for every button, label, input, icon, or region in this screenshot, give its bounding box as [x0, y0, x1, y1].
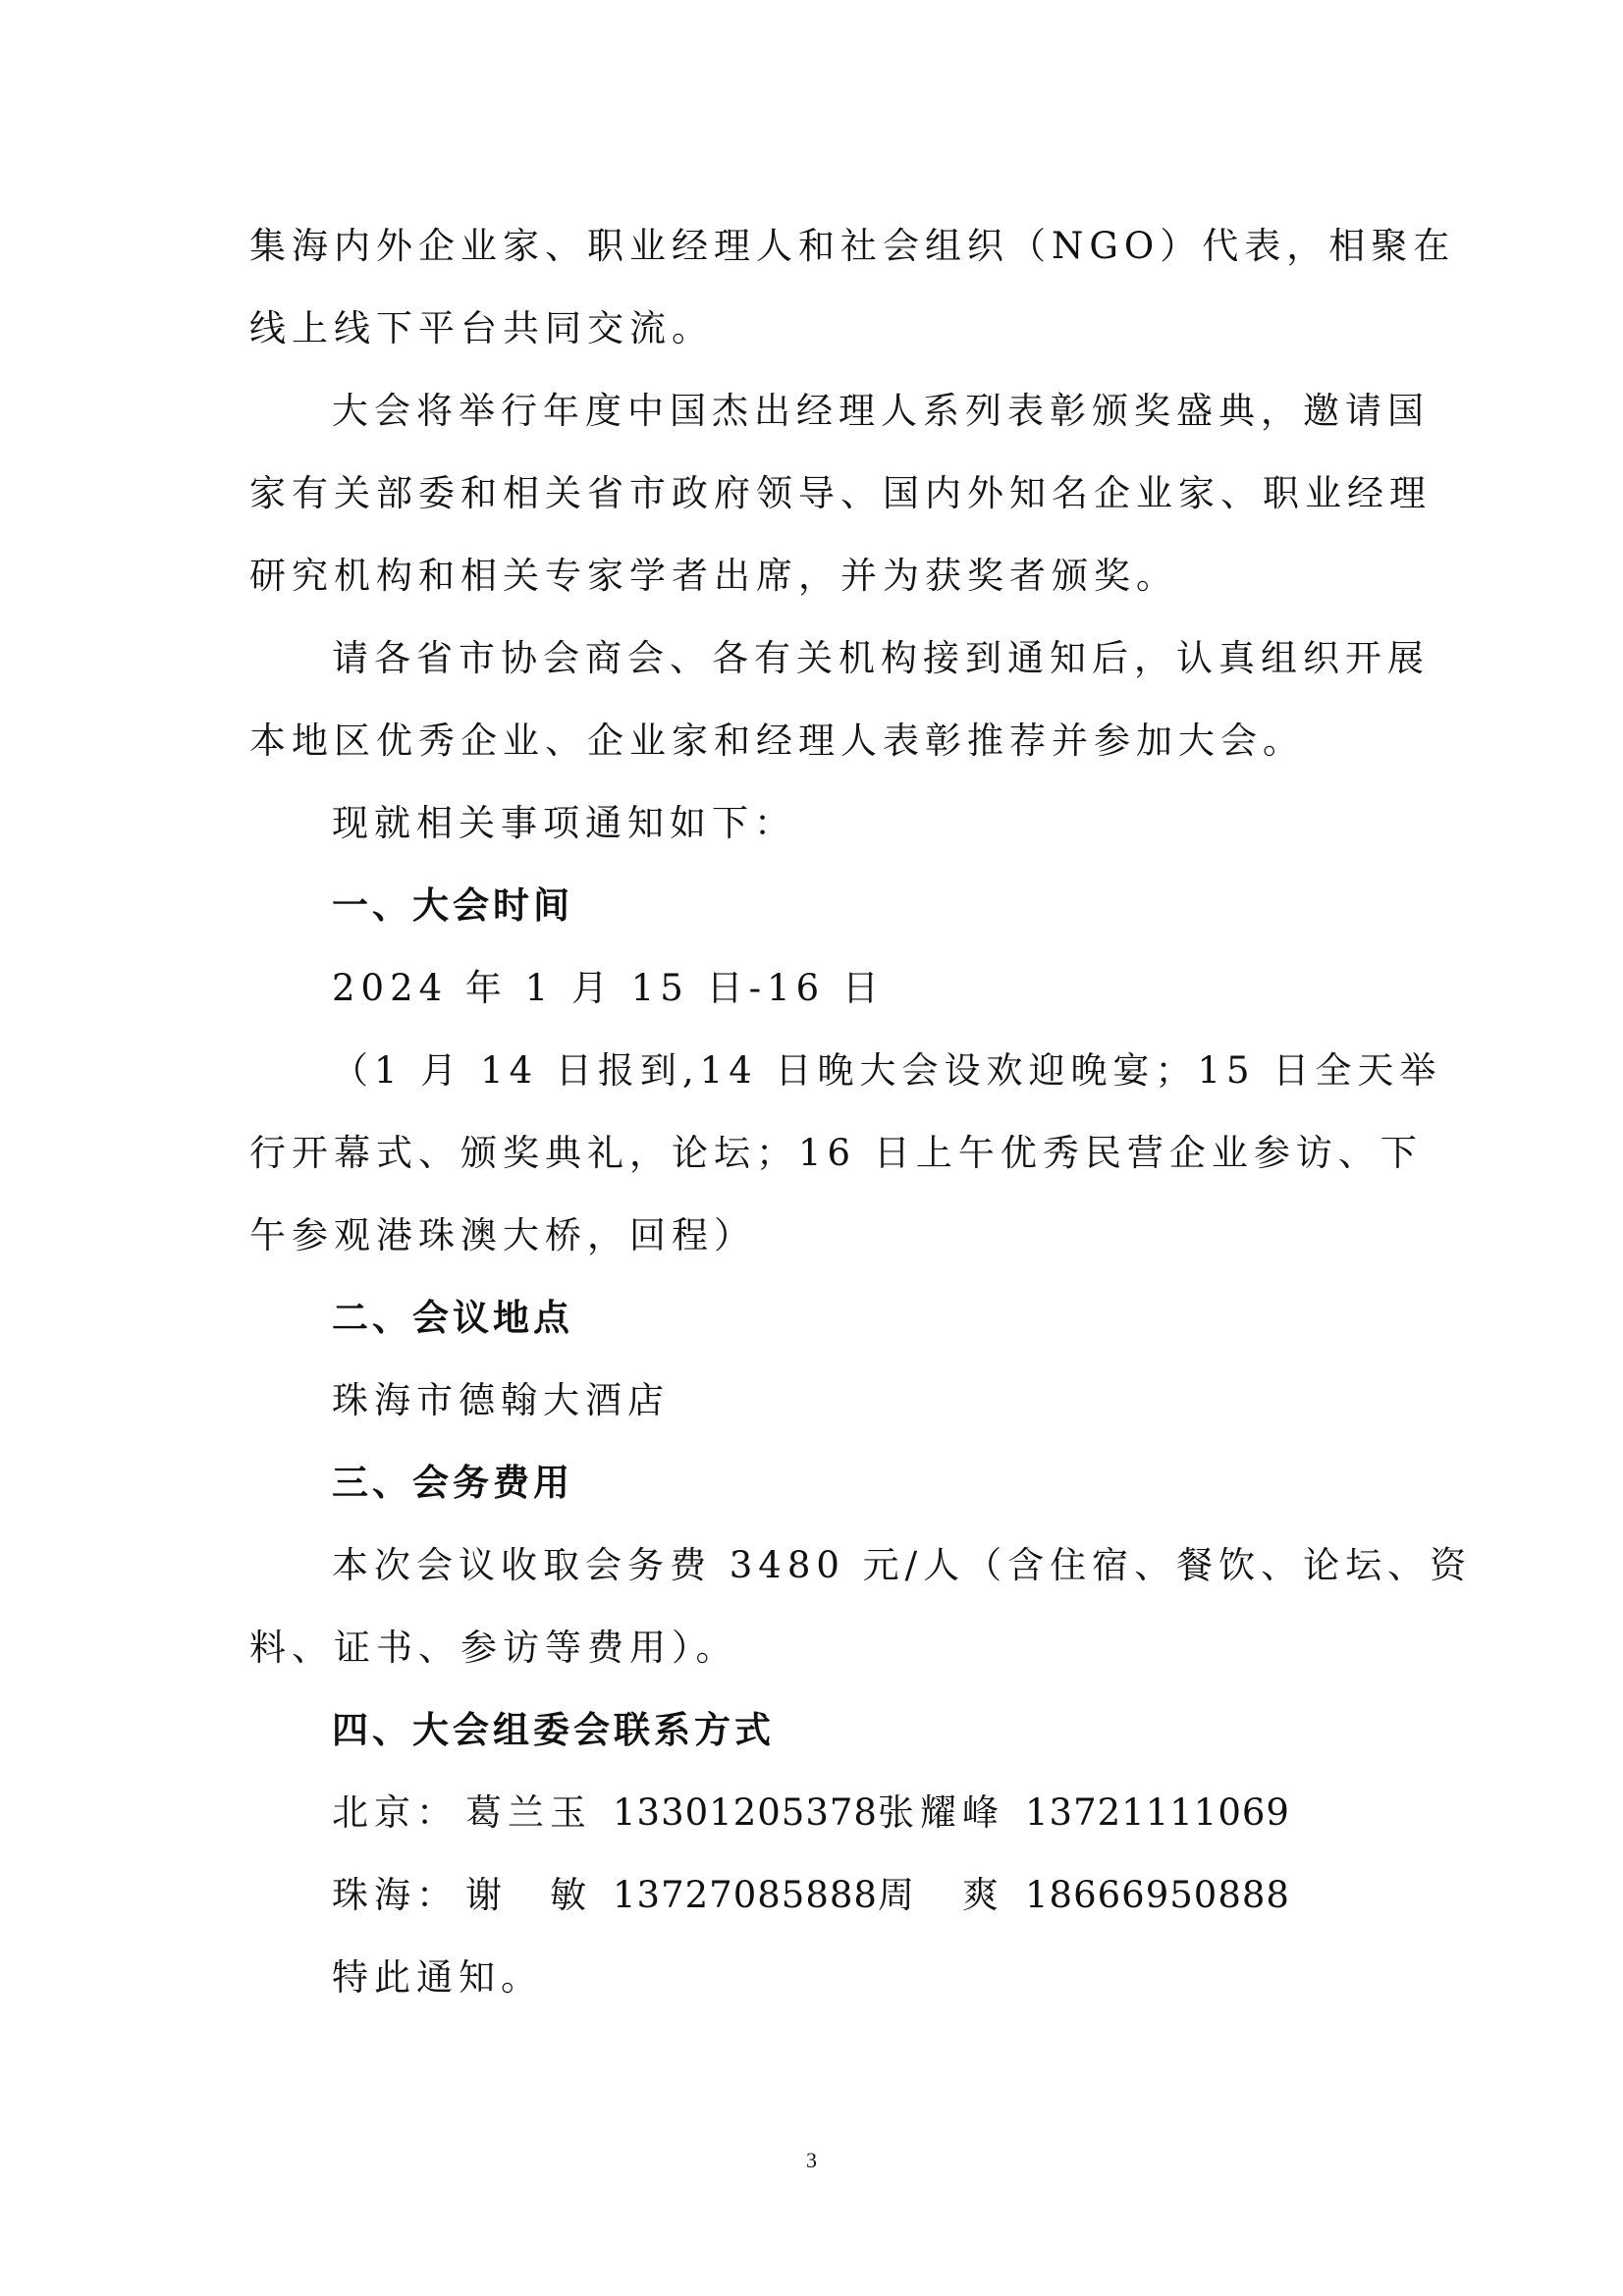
section-contact-heading: 四、大会组委会联系方式: [332, 1709, 775, 1751]
contact-name: 周 爽: [878, 1874, 1004, 1916]
time-schedule-line-1: （1 月 14 日报到,14 日晚大会设欢迎晚宴；15 日全天举: [332, 1049, 1442, 1092]
award-line-3: 研究机构和相关专家学者出席，并为获奖者颁奖。: [249, 555, 1178, 597]
contact-name: 谢 敏: [465, 1874, 592, 1916]
contact-phone: 13721111069: [1025, 1791, 1290, 1834]
contact-phone: 13727085888: [613, 1874, 878, 1916]
award-line-1: 大会将举行年度中国杰出经理人系列表彰颁奖盛典，邀请国: [332, 390, 1430, 432]
intro-line-1: 集海内外企业家、职业经理人和社会组织（NGO）代表，相聚在: [249, 225, 1456, 267]
contact-phone: 18666950888: [1025, 1874, 1290, 1916]
section-venue-heading: 二、会议地点: [332, 1297, 573, 1339]
contact-row-zhuhai: [332, 1867, 1290, 1924]
contact-city: 北京：: [332, 1791, 459, 1834]
contact-row-beijing: [332, 1785, 1290, 1842]
contact-city: 珠海：: [332, 1874, 459, 1916]
section-fee-heading: 三、会务费用: [332, 1462, 573, 1504]
time-date: 2024 年 1 月 15 日-16 日: [332, 967, 885, 1009]
contact-name: 葛兰玉: [465, 1791, 592, 1834]
contact-name: 张耀峰: [878, 1791, 1004, 1834]
request-line-2: 本地区优秀企业、企业家和经理人表彰推荐并参加大会。: [249, 720, 1305, 762]
venue-place: 珠海市德翰大酒店: [332, 1379, 670, 1421]
notice-line: 现就相关事项通知如下：: [332, 802, 796, 844]
fee-line-1: 本次会议收取会务费 3480 元/人（含住宿、餐饮、论坛、资: [332, 1544, 1473, 1586]
time-schedule-line-2: 行开幕式、颁奖典礼，论坛；16 日上午优秀民营企业参访、下: [249, 1132, 1423, 1174]
request-line-1: 请各省市协会商会、各有关机构接到通知后，认真组织开展: [332, 637, 1430, 679]
intro-line-2: 线上线下平台共同交流。: [249, 307, 714, 349]
time-schedule-line-3: 午参观港珠澳大桥，回程）: [249, 1214, 756, 1256]
fee-line-2: 料、证书、参访等费用）。: [249, 1627, 738, 1669]
section-time-heading: 一、大会时间: [332, 884, 573, 927]
page-number: 3: [806, 2148, 817, 2172]
award-line-2: 家有关部委和相关省市政府领导、国内外知名企业家、职业经理: [249, 472, 1432, 514]
closing-line: 特此通知。: [332, 1956, 543, 1999]
contact-phone: 13301205378: [613, 1791, 878, 1834]
